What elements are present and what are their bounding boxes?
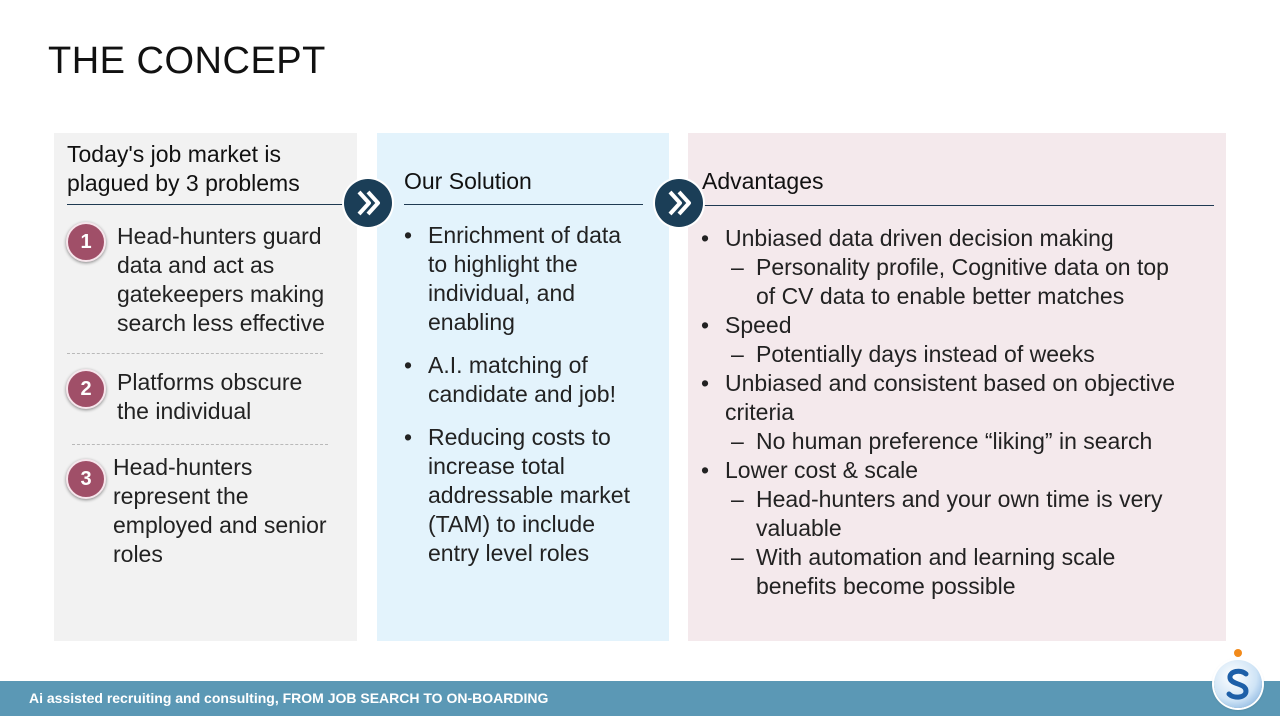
- advantages-panel: [688, 133, 1226, 641]
- advantage-item: [701, 224, 1221, 253]
- advantage-line: – No human preference “liking” in search: [756, 428, 1153, 454]
- advantages-heading: Advantages: [702, 168, 824, 194]
- double-chevron-right-icon: [344, 179, 392, 227]
- advantage-line: valuable: [756, 515, 842, 541]
- problem-line: roles: [113, 541, 163, 567]
- problem-line: represent the: [113, 483, 249, 509]
- problem-line: Platforms obscure: [117, 369, 303, 395]
- footer-tagline: Ai assisted recruiting and consulting, FROM JOB SEARCH TO ON-BOARDING: [29, 690, 549, 706]
- solution-item: [404, 221, 666, 337]
- advantage-subitem: [701, 427, 1221, 456]
- solution-item: [404, 423, 666, 568]
- solution-panel: [377, 133, 669, 641]
- solution-heading: Our Solution: [404, 168, 532, 194]
- advantage-item: [701, 369, 1221, 427]
- solution-line: (TAM) to include: [428, 511, 596, 537]
- solution-line: enabling: [428, 309, 515, 335]
- footer-bar: [0, 681, 1280, 716]
- problem-line: Head-hunters: [113, 454, 253, 480]
- solution-line: entry level roles: [428, 540, 590, 566]
- advantage-item: [701, 311, 1221, 340]
- solution-line: candidate and job!: [428, 381, 616, 407]
- problem-item-2: [117, 368, 302, 426]
- advantage-line: – With automation and learning scale: [756, 544, 1116, 570]
- solution-item: [404, 351, 666, 409]
- advantage-line: • Unbiased and consistent based on objective: [725, 370, 1176, 396]
- problems-heading: [67, 140, 300, 198]
- problem-item-1: [117, 222, 325, 338]
- problems-heading-line: Today's job market is: [67, 141, 282, 167]
- problem-number-badge-3: 3: [66, 459, 106, 499]
- solution-line: individual, and: [428, 280, 576, 306]
- double-chevron-right-icon: [655, 179, 703, 227]
- problems-heading-rule: [67, 204, 344, 205]
- advantage-item: [701, 456, 1221, 485]
- advantage-line: of CV data to enable better matches: [756, 283, 1125, 309]
- problem-line: search less effective: [117, 310, 325, 336]
- problem-divider: [67, 353, 323, 354]
- solution-line: • Enrichment of data: [428, 222, 622, 248]
- problem-divider: [72, 444, 328, 445]
- problems-panel: [54, 133, 357, 641]
- advantage-line: • Unbiased data driven decision making: [725, 225, 1114, 251]
- solution-list: [404, 221, 666, 582]
- problem-line: Head-hunters guard: [117, 223, 322, 249]
- advantage-line: benefits become possible: [756, 573, 1016, 599]
- problem-number-badge-1: 1: [66, 222, 106, 262]
- solution-line: • A.I. matching of: [428, 352, 588, 378]
- problem-item-3: [113, 453, 327, 569]
- advantage-subitem: [701, 340, 1221, 369]
- solution-line: addressable market: [428, 482, 630, 508]
- solution-line: to highlight the: [428, 251, 578, 277]
- problem-line: data and act as: [117, 252, 275, 278]
- solution-heading-rule: [404, 204, 643, 205]
- advantages-heading-rule: [702, 205, 1214, 206]
- problem-line: the individual: [117, 398, 252, 424]
- advantages-list: [701, 224, 1221, 601]
- advantage-line: – Personality profile, Cognitive data on top: [756, 254, 1169, 280]
- solution-line: • Reducing costs to: [428, 424, 611, 450]
- advantage-subitem: [701, 543, 1221, 601]
- logo-accent-dot: [1234, 649, 1242, 657]
- problem-line: employed and senior: [113, 512, 327, 538]
- advantage-line: • Lower cost & scale: [725, 457, 919, 483]
- advantage-subitem: [701, 253, 1221, 311]
- problems-heading-line: plagued by 3 problems: [67, 170, 300, 196]
- advantage-subitem: [701, 485, 1221, 543]
- advantage-line: – Head-hunters and your own time is very: [756, 486, 1163, 512]
- problem-number-badge-2: 2: [66, 369, 106, 409]
- company-logo-icon: [1214, 660, 1262, 708]
- advantage-line: – Potentially days instead of weeks: [756, 341, 1095, 367]
- advantage-line: criteria: [725, 399, 795, 425]
- problem-line: gatekeepers making: [117, 281, 325, 307]
- solution-line: increase total: [428, 453, 565, 479]
- advantage-line: • Speed: [725, 312, 792, 338]
- slide-title: THE CONCEPT: [48, 40, 326, 82]
